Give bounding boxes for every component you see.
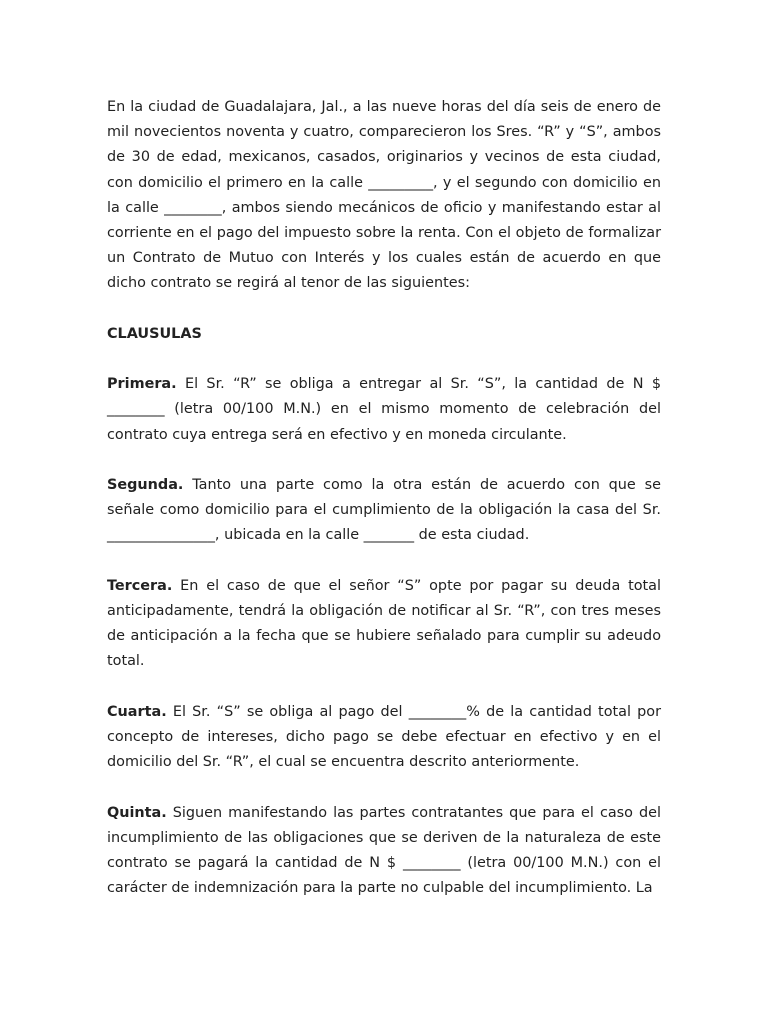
clause-text: Siguen manifestando las partes contratantes que para el caso del incumplimiento de las obligaciones que se deriven de la naturaleza de este contrato se pagará la cantidad de N $ ________ (letra 00/100 M.N.) con el carácter de indemnización para la parte no culpable del incumplimiento. La: [107, 804, 662, 897]
clause-title: Segunda.: [107, 477, 184, 493]
clause-text: El Sr. “R” se obliga a entregar al Sr. “S”, la cantidad de N $ ________ (letra 00/100 M.N.) en el mismo momento de celebración del contrato cuya entrega será en efectivo y en moneda circulante.: [107, 376, 662, 443]
clause-text: Tanto una parte como la otra están de acuerdo con que se señale como domicilio para el cumplimiento de la obligación la casa del Sr. _______________, ubicada en la calle _______ de esta ciudad.: [107, 477, 661, 544]
spacer: [107, 347, 661, 372]
clause-text: El Sr. “S” se obliga al pago del ________% de la cantidad total por concepto de intereses, dicho pago se debe efectuar en efectivo y en el domicilio del Sr. “R”, el cual se encuentra descrito anteriormente.: [107, 703, 661, 771]
clause-title: Primera.: [107, 376, 177, 393]
intro-paragraph: En la ciudad de Guadalajara, Jal., a las nueve horas del día seis de enero de mil novecientos noventa y cuatro, comparecieron los Sres. “R” y “S”, ambos de 30 de edad, mexicanos, casados, originarios y vecinos de esta ciudad, con domicilio el primero en la calle _________, y el segundo con domicilio en la calle ________, ambos siendo mecánicos de oficio y manifestando estar al corriente en el pago del impuesto sobre la renta. Con el objeto de formalizar un Contrato de Mutuo con Interés y los cuales están de acuerdo en que dicho contrato se regirá al tenor de las siguientes:: [107, 99, 661, 292]
clause-title: Tercera.: [107, 577, 173, 594]
clause-title: Cuarta.: [107, 703, 167, 720]
spacer: [107, 297, 661, 322]
clause-quinta: [107, 801, 661, 902]
clause-cuarta: [107, 700, 661, 776]
clause-tercera: [107, 574, 661, 675]
clause-text: En el caso de que el señor “S” opte por pagar su deuda total anticipadamente, tendrá la obligación de notificar al Sr. “R”, con tres meses de anticipación a la fecha que se hubiere señalado para cumplir su adeudo total.: [107, 577, 662, 670]
spacer: [107, 448, 661, 473]
clauses-heading: CLAUSULAS: [107, 325, 202, 342]
clause-primera: [107, 372, 661, 448]
spacer: [107, 675, 661, 700]
document-page: [107, 95, 661, 901]
clause-title: Quinta.: [107, 804, 167, 821]
spacer: [107, 549, 661, 574]
clause-segunda: [107, 473, 661, 549]
spacer: [107, 775, 661, 800]
